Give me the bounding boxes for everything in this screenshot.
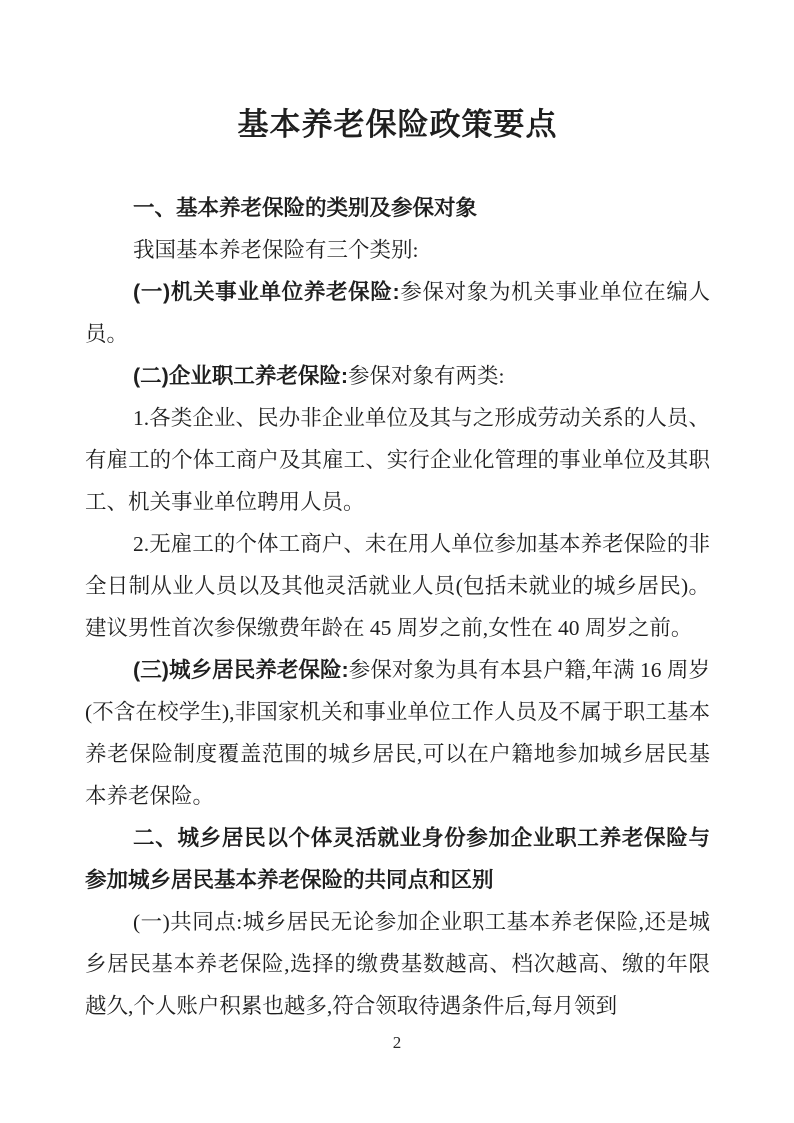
body-text: 参保对象有两类: [347, 364, 505, 388]
paragraph-type-3-residents [85, 649, 710, 817]
item-label: (二)企业职工养老保险: [133, 364, 348, 388]
section-2-heading [85, 817, 710, 901]
item-label: (一)共同点: [133, 910, 243, 934]
item-label: (一)机关事业单位养老保险: [133, 280, 400, 304]
paragraph-type-2-enterprise [85, 355, 710, 397]
body-text: 2.无雇工的个体工商户、未在用人单位参加基本养老保险的非全日制从业人员以及其他灵活就业人员(包括未就业的城乡居民)。建议男性首次参保缴费年龄在 45 周岁之前,女性在 40 周岁之前。 [85, 532, 710, 640]
page-number: 2 [392, 1033, 402, 1052]
body-text: 1.各类企业、民办非企业单位及其与之形成劳动关系的人员、有雇工的个体工商户及其雇工、实行企业化管理的事业单位及其职工、机关事业单位聘用人员。 [85, 406, 710, 514]
body-text: 参保对象为具有本县户籍,年满 16 周岁(不含在校学生),非国家机关和事业单位工作人员及不属于职工基本养老保险制度覆盖范围的城乡居民,可以在户籍地参加城乡居民基本养老保险。 [85, 658, 710, 808]
heading-text: 一、基本养老保险的类别及参保对象 [133, 196, 478, 220]
body-text: 参保对象为机关事业单位在编人员。 [85, 280, 710, 346]
document-title: 基本养老保险政策要点 [237, 107, 558, 142]
paragraph-type-1-government [85, 271, 710, 355]
body-text: 我国基本养老保险有三个类别: [133, 238, 419, 262]
section-1-heading [85, 187, 710, 229]
body-text: 城乡居民无论参加企业职工基本养老保险,还是城乡居民基本养老保险,选择的缴费基数越高、档次越高、缴的年限越久,个人账户积累也越多,符合领取待遇条件后,每月领到 [85, 910, 710, 1018]
paragraph-category-intro [85, 229, 710, 271]
item-label: (三)城乡居民养老保险: [133, 658, 349, 682]
paragraph-enterprise-group-2 [85, 523, 710, 649]
paragraph-enterprise-group-1 [85, 397, 710, 523]
heading-text: 二、城乡居民以个体灵活就业身份参加企业职工养老保险与参加城乡居民基本养老保险的共同点和区别 [85, 826, 710, 892]
paragraph-common-points [85, 901, 710, 1027]
